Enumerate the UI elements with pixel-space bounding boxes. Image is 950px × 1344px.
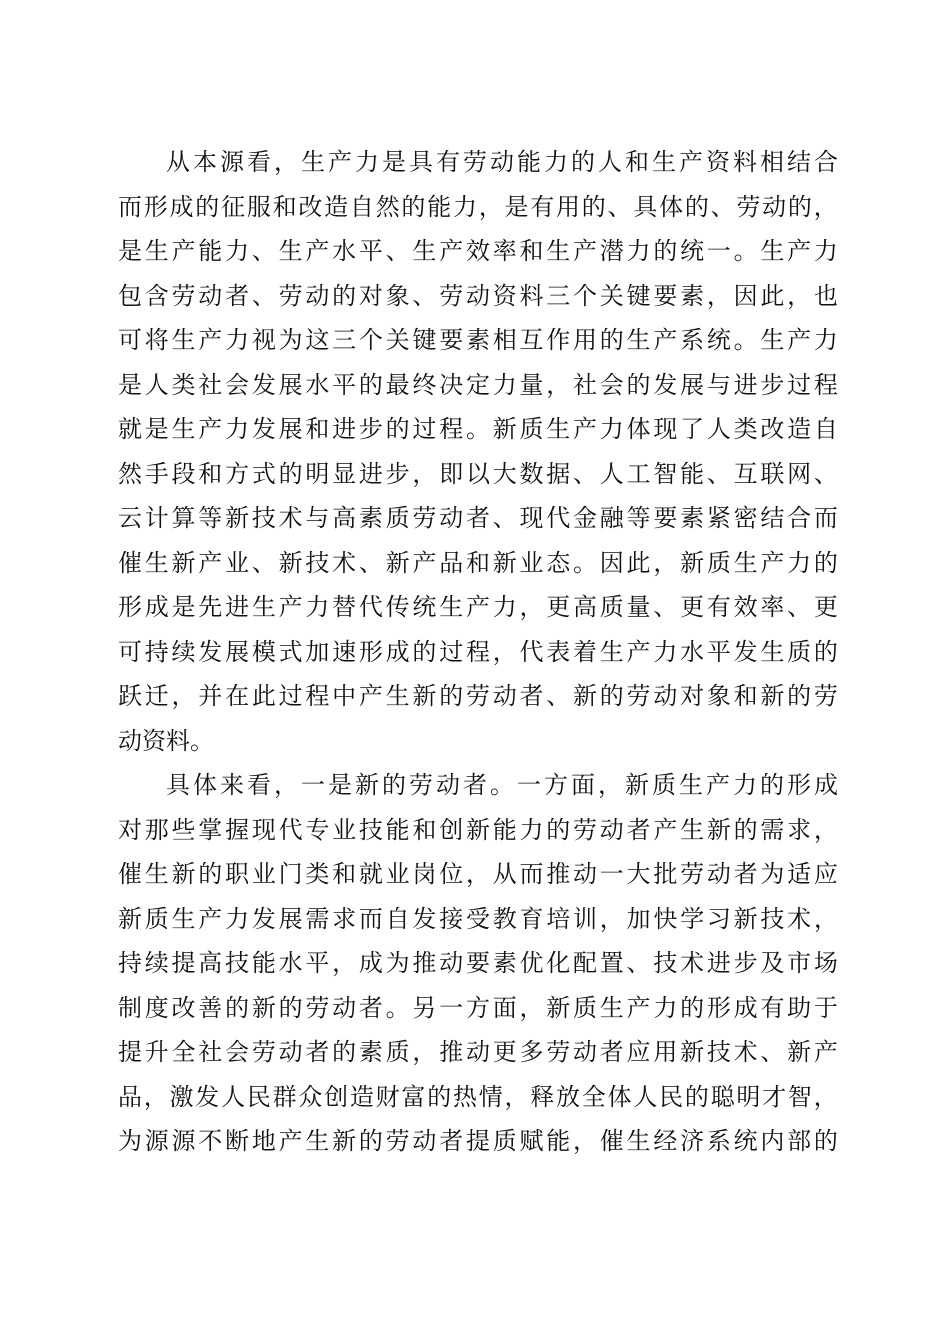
- paragraph: [118, 140, 838, 763]
- text-line: 对 那 些 掌 握 现 代 专 业 技 能 和 创 新 能 力 的 劳 动 者 产 生 新 的 需 求 ，: [118, 815, 838, 844]
- text-line: 具 体 来 看 ， 一 是 新 的 劳 动 者 。 一 方 面 ， 新 质 生 产 力 的 形 成: [166, 771, 838, 799]
- text-line: 催 生 新 的 职 业 门 类 和 就 业 岗 位 ， 从 而 推 动 一 大 批 劳 动 者 为 适 应: [118, 860, 838, 888]
- text-line: 制 度 改 善 的 新 的 劳 动 者 。 另 一 方 面 ， 新 质 生 产 力 的 形 成 有 助 于: [118, 993, 838, 1022]
- text-line: 提 升 全 社 会 劳 动 者 的 素 质 ， 推 动 更 多 劳 动 者 应 用 新 技 术 、 新 产: [118, 1038, 838, 1066]
- text-line: 包 含 劳 动 者 、 劳 动 的 对 象 、 劳 动 资 料 三 个 关 键 要 素 ， 因 此 ， 也: [118, 281, 838, 310]
- text-line: 动资料。: [118, 726, 214, 755]
- document-body: [118, 140, 838, 1164]
- text-line: 催 生 新 产 业 、 新 技 术 、 新 产 品 和 新 业 态 。 因 此 ， 新 质 生 产 力 的: [118, 548, 838, 577]
- text-line: 跃 迁 ， 并 在 此 过 程 中 产 生 新 的 劳 动 者 、 新 的 劳 动 对 象 和 新 的 劳: [118, 682, 838, 710]
- text-line: 持 续 提 高 技 能 水 平 ， 成 为 推 动 要 素 优 化 配 置 、 技 术 进 步 及 市 场: [118, 949, 838, 977]
- text-line: 而 形 成 的 征 服 和 改 造 自 然 的 能 力 ， 是 有 用 的 、 具 体 的 、 劳 动 的 ，: [118, 192, 838, 221]
- text-line: 云 计 算 等 新 技 术 与 高 素 质 劳 动 者 、 现 代 金 融 等 要 素 紧 密 结 合 而: [118, 504, 838, 532]
- paragraph: [118, 763, 838, 1164]
- text-line: 是 人 类 社 会 发 展 水 平 的 最 终 决 定 力 量 ， 社 会 的 发 展 与 进 步 过 程: [118, 370, 838, 399]
- text-line: 形 成 是 先 进 生 产 力 替 代 传 统 生 产 力 ， 更 高 质 量 、 更 有 效 率 、 更: [118, 593, 838, 621]
- text-line: 新 质 生 产 力 发 展 需 求 而 自 发 接 受 教 育 培 训 ， 加 快 学 习 新 技 术 ，: [118, 904, 838, 933]
- text-line: 然 手 段 和 方 式 的 明 显 进 步 ， 即 以 大 数 据 、 人 工 智 能 、 互 联 网 、: [118, 459, 838, 488]
- text-line: 为 源 源 不 断 地 产 生 新 的 劳 动 者 提 质 赋 能 ， 催 生 经 济 系 统 内 部 的: [118, 1127, 838, 1155]
- text-line: 品 ， 激 发 人 民 群 众 创 造 财 富 的 热 情 ， 释 放 全 体 人 民 的 聪 明 才 智 ，: [118, 1082, 838, 1111]
- text-line: 是 生 产 能 力 、 生 产 水 平 、 生 产 效 率 和 生 产 潜 力 的 统 一 。 生 产 力: [118, 237, 838, 265]
- text-line: 从 本 源 看 ， 生 产 力 是 具 有 劳 动 能 力 的 人 和 生 产 资 料 相 结 合: [166, 148, 838, 176]
- text-line: 可 将 生 产 力 视 为 这 三 个 关 键 要 素 相 互 作 用 的 生 产 系 统 。 生 产 力: [118, 326, 838, 354]
- text-line: 可 持 续 发 展 模 式 加 速 形 成 的 过 程 ， 代 表 着 生 产 力 水 平 发 生 质 的: [118, 637, 838, 666]
- text-line: 就 是 生 产 力 发 展 和 进 步 的 过 程 。 新 质 生 产 力 体 现 了 人 类 改 造 自: [118, 415, 838, 443]
